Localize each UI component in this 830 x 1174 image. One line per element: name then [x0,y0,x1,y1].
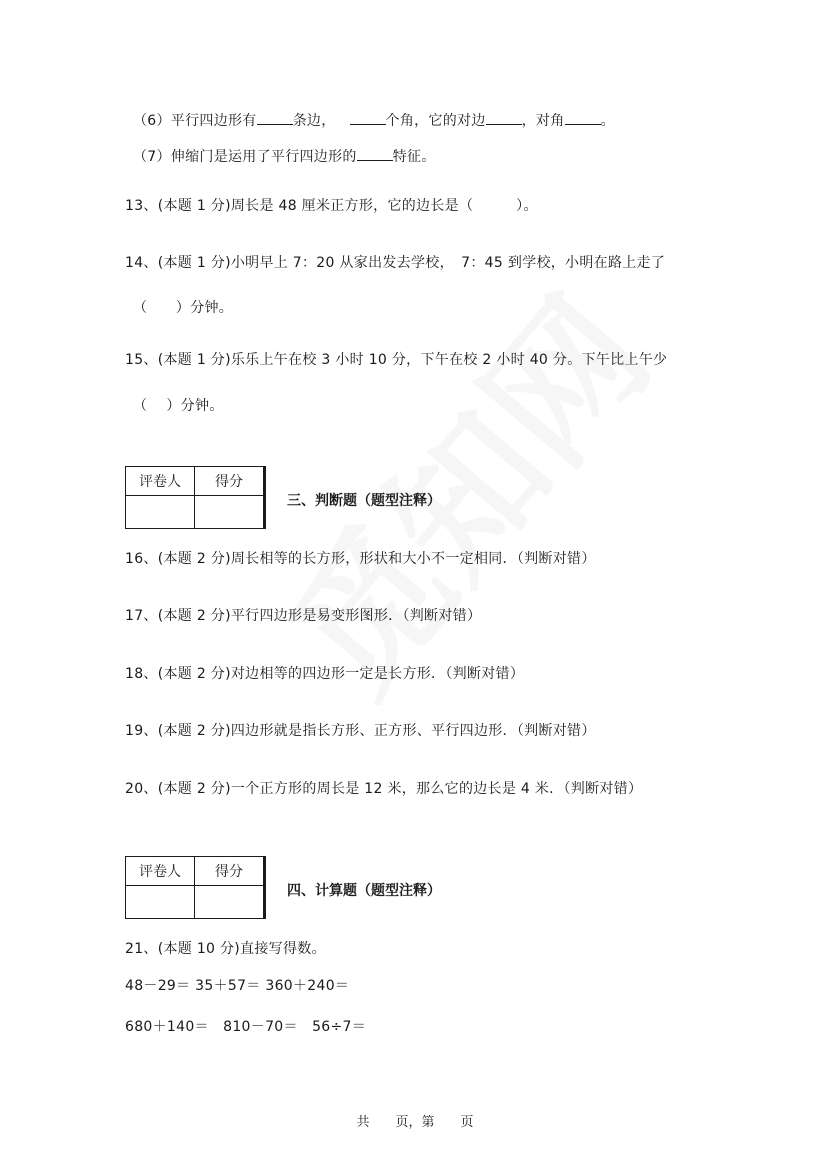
question-15-line-2: （ ）分钟。 [133,398,224,414]
question-19: 19、(本题 2 分)四边形就是指长方形、正方形、平行四边形．（判断对错） [125,723,596,739]
score-label: 得分 [195,857,265,886]
question-12-7 [133,146,436,166]
grader-label: 评卷人 [126,857,195,886]
question-18: 18、(本题 2 分)对边相等的四边形一定是长方形．（判断对错） [125,666,525,682]
question-14-line-1: 14、(本题 1 分)小明早上 7：20 从家出发去学校， 7：45 到学校，小明在路上走了 [125,255,666,271]
score-label: 得分 [195,467,265,496]
score-cell[interactable] [195,496,265,529]
page-footer: 共 页，第 页 [356,1115,474,1130]
calculation-row-2: 680＋140＝ 810－70＝ 56÷7＝ [125,1019,367,1035]
question-15-line-1: 15、(本题 1 分)乐乐上午在校 3 小时 10 分，下午在校 2 小时 40 分。下午比上午少 [125,352,668,368]
q12-6-part3: 个角，它的对边 [385,113,486,129]
q12-6-part5: 。 [600,113,615,129]
answer-blank[interactable] [565,110,601,125]
answer-blank[interactable] [357,146,393,161]
question-14-line-2: （ ）分钟。 [133,300,234,316]
answer-blank[interactable] [257,110,293,125]
grader-cell[interactable] [126,496,195,529]
grader-label: 评卷人 [126,467,195,496]
q12-6-part2: 条边， [292,113,336,129]
watermark [233,246,688,730]
question-17: 17、(本题 2 分)平行四边形是易变形图形．（判断对错） [125,608,482,624]
question-21: 21、(本题 10 分)直接写得数。 [125,941,326,957]
section-title-calculation: 四、计算题（题型注释） [287,883,441,899]
question-16: 16、(本题 2 分)周长相等的长方形，形状和大小不一定相同．（判断对错） [125,551,596,567]
q12-6-prefix: （6）平行四边形有 [133,113,257,129]
answer-blank[interactable] [350,110,386,125]
score-cell[interactable] [195,886,265,919]
q12-7-suffix: 特征。 [392,149,436,165]
question-12-6 [133,110,615,130]
question-13: 13、(本题 1 分)周长是 48 厘米正方形，它的边长是（ ）。 [125,198,538,214]
score-box [125,856,266,919]
q12-6-part4: ，对角 [521,113,565,129]
grader-cell[interactable] [126,886,195,919]
calculation-row-1: 48－29＝ 35＋57＝ 360＋240＝ [125,978,350,994]
q12-7-prefix: （7）伸缩门是运用了平行四边形的 [133,149,357,165]
section-title-judgement: 三、判断题（题型注释） [287,493,441,509]
score-box [125,466,266,529]
question-20: 20、(本题 2 分)一个正方形的周长是 12 米，那么它的边长是 4 米．（判断对错） [125,781,643,797]
answer-blank[interactable] [486,110,522,125]
